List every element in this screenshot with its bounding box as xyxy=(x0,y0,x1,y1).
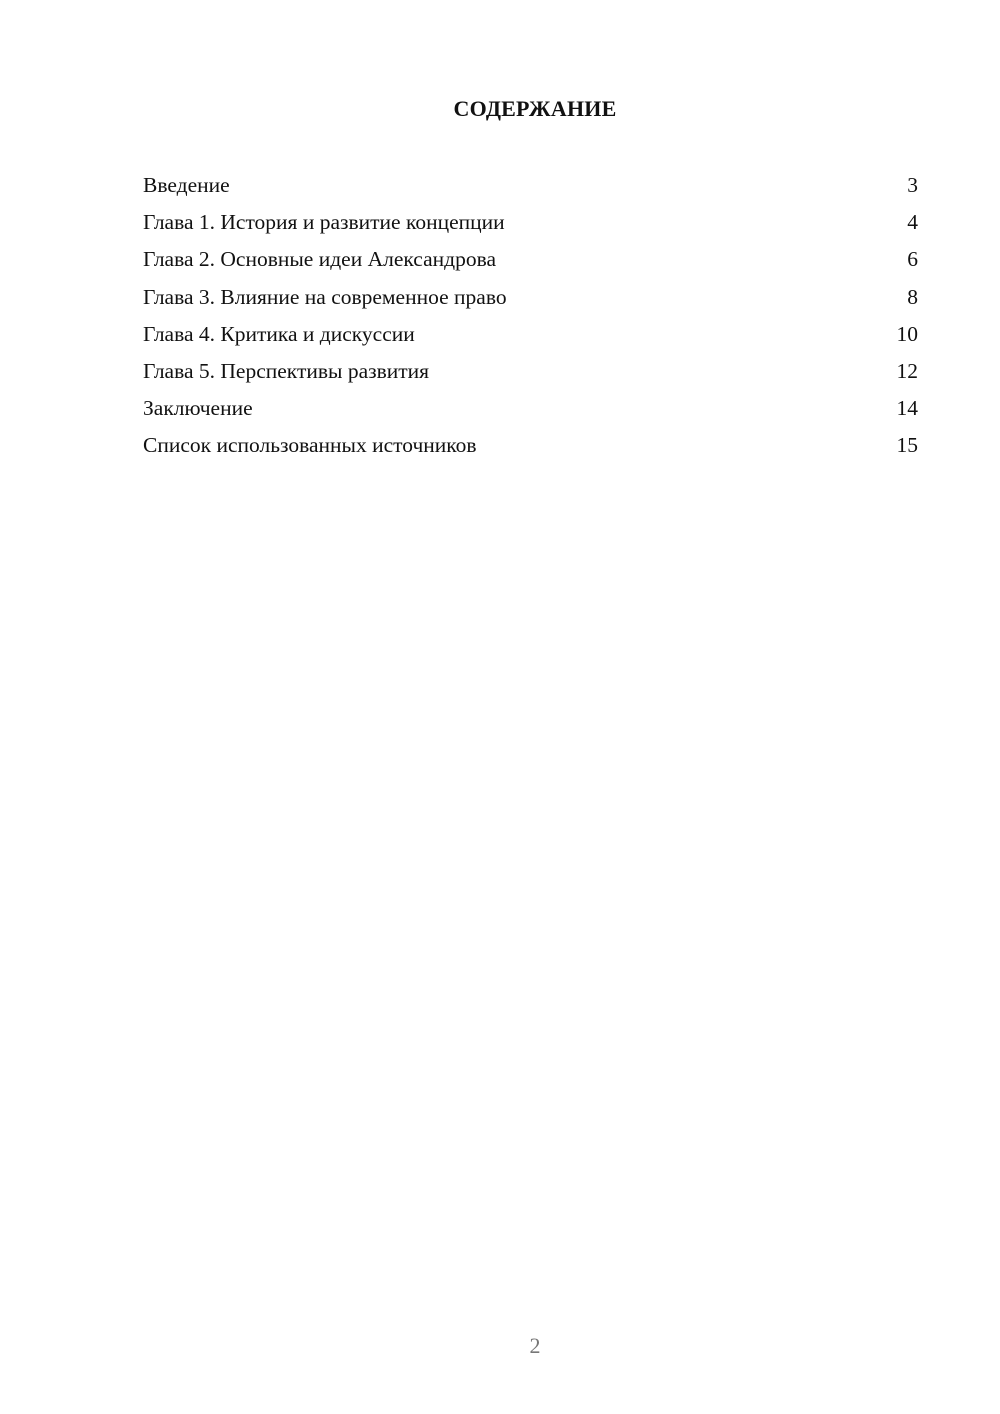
toc-entry-chapter-2 xyxy=(143,244,918,281)
toc-entry-chapter-1 xyxy=(143,207,918,244)
toc-entry-label: Глава 1. История и развитие концепции xyxy=(143,210,505,235)
toc-entry-page: 3 xyxy=(907,173,918,197)
toc-entry-label: Заключение xyxy=(143,396,253,421)
toc-entry-chapter-4 xyxy=(143,319,918,356)
toc-entry-conclusion xyxy=(143,393,918,430)
toc-title: СОДЕРЖАНИЕ xyxy=(453,96,617,121)
toc-entry-page: 14 xyxy=(896,396,918,421)
toc-entry-label: Глава 2. Основные идеи Александрова xyxy=(143,247,496,272)
toc-entry-page: 4 xyxy=(907,210,918,235)
toc-entry-page: 15 xyxy=(896,433,918,458)
toc-entry-introduction xyxy=(143,170,918,207)
table-of-contents xyxy=(143,170,918,468)
toc-entry-label: Глава 4. Критика и дискуссии xyxy=(143,321,415,346)
toc-entry-chapter-3 xyxy=(143,282,918,319)
toc-entry-label: Глава 5. Перспективы развития xyxy=(143,358,430,383)
toc-entry-chapter-5 xyxy=(143,356,918,393)
page-number: 2 xyxy=(529,1333,541,1358)
toc-entry-page: 8 xyxy=(907,284,918,309)
toc-entry-label: Глава 3. Влияние на современное право xyxy=(143,284,507,309)
toc-entry-page: 6 xyxy=(907,247,918,272)
toc-entry-label: Список использованных источников xyxy=(143,433,477,458)
toc-entry-page: 12 xyxy=(896,358,918,383)
toc-entry-page: 10 xyxy=(896,321,918,346)
toc-entry-references xyxy=(143,430,918,467)
toc-entry-label: Введение xyxy=(143,173,230,197)
